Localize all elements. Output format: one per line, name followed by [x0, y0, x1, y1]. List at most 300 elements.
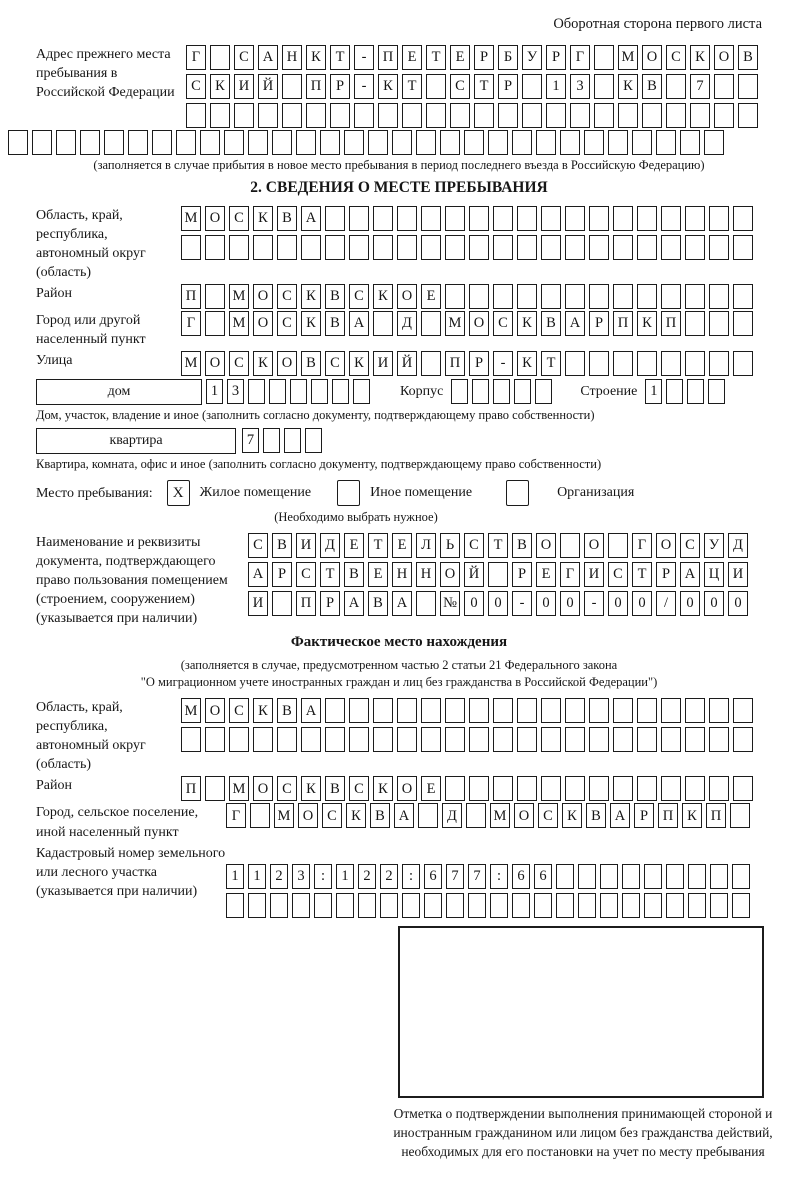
previous-address-label: Адрес прежнего места пребывания в Российской Федерации [36, 47, 175, 101]
cell-row [248, 533, 748, 558]
char-cell [421, 698, 441, 723]
char-cell: 6 [534, 864, 552, 889]
char-cell [565, 284, 585, 309]
char-cell [666, 864, 684, 889]
char-cell [709, 698, 729, 723]
char-cell: С [538, 803, 558, 828]
char-cell: К [301, 776, 321, 801]
char-cell: О [205, 698, 225, 723]
char-cell [421, 727, 441, 752]
char-cell: А [301, 206, 321, 231]
char-cell: У [522, 45, 542, 70]
char-cell: О [205, 206, 225, 231]
char-cell [688, 864, 706, 889]
char-cell [589, 351, 609, 376]
char-cell [608, 533, 628, 558]
char-cell: К [373, 284, 393, 309]
district-label: Район [36, 286, 72, 302]
char-cell [738, 74, 758, 99]
char-cell [272, 130, 292, 155]
char-cell [258, 103, 278, 128]
char-cell [642, 103, 662, 128]
char-cell [282, 74, 302, 99]
char-cell: А [248, 562, 268, 587]
char-cell [325, 235, 345, 260]
char-cell [594, 45, 614, 70]
char-cell [613, 206, 633, 231]
actual-district-label: Район [36, 778, 72, 794]
char-cell [263, 428, 280, 453]
char-cell: П [378, 45, 398, 70]
house-box: дом [36, 379, 202, 405]
field-house [36, 379, 762, 405]
char-cell: Б [498, 45, 518, 70]
char-cell [397, 698, 417, 723]
char-cell: Г [226, 803, 246, 828]
char-cell [512, 893, 530, 918]
char-cell: К [253, 206, 273, 231]
char-cell: О [253, 311, 273, 336]
char-cell [320, 130, 340, 155]
char-cell [690, 103, 710, 128]
char-cell: 0 [608, 591, 628, 616]
char-cell: П [706, 803, 726, 828]
actual-location-note-2: "О миграционном учете иностранных граждан и лиц без гражданства в Российской Федерации") [140, 675, 658, 690]
char-cell: Т [330, 45, 350, 70]
char-cell: Р [474, 45, 494, 70]
char-cell [205, 235, 225, 260]
cell-row [248, 591, 748, 616]
char-cell: И [234, 74, 254, 99]
char-cell [416, 591, 436, 616]
char-cell [277, 235, 297, 260]
char-cell [373, 698, 393, 723]
char-cell [622, 893, 640, 918]
char-cell [594, 74, 614, 99]
char-cell [498, 103, 518, 128]
char-cell: В [277, 206, 297, 231]
char-cell [416, 130, 436, 155]
char-cell [613, 235, 633, 260]
char-cell: С [296, 562, 316, 587]
char-cell: С [349, 284, 369, 309]
char-cell: О [397, 284, 417, 309]
char-cell [517, 698, 537, 723]
char-cell [397, 727, 417, 752]
char-cell: М [229, 311, 249, 336]
char-cell: М [181, 351, 201, 376]
section2-title: 2. СВЕДЕНИЯ О МЕСТЕ ПРЕБЫВАНИЯ [250, 179, 548, 196]
char-cell [661, 727, 681, 752]
char-cell: В [344, 562, 364, 587]
char-cell: Т [426, 45, 446, 70]
char-cell [282, 103, 302, 128]
char-cell [565, 698, 585, 723]
char-cell [296, 130, 316, 155]
char-cell: Е [402, 45, 422, 70]
char-cell [466, 803, 486, 828]
char-cell [565, 727, 585, 752]
char-cell [534, 893, 552, 918]
char-cell [661, 235, 681, 260]
char-cell: Т [402, 74, 422, 99]
char-cell: Ц [704, 562, 724, 587]
char-cell [210, 45, 230, 70]
field-actual-region [36, 698, 762, 774]
char-cell [186, 103, 206, 128]
char-cell [32, 130, 52, 155]
char-cell: - [584, 591, 604, 616]
char-cell: 0 [728, 591, 748, 616]
char-cell [205, 284, 225, 309]
char-cell: В [325, 776, 345, 801]
char-cell: А [680, 562, 700, 587]
char-cell: Р [589, 311, 609, 336]
char-cell: С [322, 803, 342, 828]
char-cell: С [680, 533, 700, 558]
char-cell: П [296, 591, 316, 616]
char-cell [613, 727, 633, 752]
city-label: Город или другой населенный пункт [36, 313, 146, 348]
char-cell [613, 351, 633, 376]
char-cell [637, 206, 657, 231]
char-cell: М [181, 698, 201, 723]
char-cell [709, 206, 729, 231]
char-cell [732, 893, 750, 918]
char-cell [493, 235, 513, 260]
char-cell [666, 893, 684, 918]
char-cell: С [450, 74, 470, 99]
char-cell: 2 [380, 864, 398, 889]
char-cell [613, 284, 633, 309]
char-cell [493, 698, 513, 723]
char-cell: И [728, 562, 748, 587]
char-cell [637, 776, 657, 801]
actual-city-label: Город, сельское поселение, иной населенный пункт [36, 805, 199, 840]
char-cell [421, 235, 441, 260]
char-cell [421, 351, 441, 376]
char-cell [613, 698, 633, 723]
char-cell: Й [464, 562, 484, 587]
char-cell [714, 74, 734, 99]
char-cell: К [690, 45, 710, 70]
char-cell: О [277, 351, 297, 376]
char-cell: К [349, 351, 369, 376]
char-cell: К [682, 803, 702, 828]
char-cell [229, 727, 249, 752]
char-cell [445, 206, 465, 231]
char-cell [733, 206, 753, 231]
char-cell: М [445, 311, 465, 336]
char-cell: Е [392, 533, 412, 558]
char-cell [733, 284, 753, 309]
char-cell: К [618, 74, 638, 99]
korpus-cells [451, 379, 552, 404]
confirmation-note: Отметка о подтверждении выполнения принимающей стороной и иностранным гражданином или лицом без гражданства действий, необходимых для его постановки на учет по месту пребывания [393, 1105, 773, 1159]
previous-address-cells [186, 45, 758, 128]
char-cell: Т [474, 74, 494, 99]
char-cell [8, 130, 28, 155]
char-cell: Г [560, 562, 580, 587]
char-cell [661, 284, 681, 309]
field-stay-type [36, 480, 762, 506]
char-cell: 0 [536, 591, 556, 616]
char-cell: Д [728, 533, 748, 558]
char-cell: В [738, 45, 758, 70]
char-cell: К [637, 311, 657, 336]
char-cell [600, 893, 618, 918]
char-cell [336, 893, 354, 918]
char-cell: А [610, 803, 630, 828]
cell-row [226, 803, 750, 828]
char-cell [514, 379, 531, 404]
char-cell [661, 776, 681, 801]
char-cell [306, 103, 326, 128]
char-cell [128, 130, 148, 155]
cell-row [181, 206, 753, 231]
char-cell [373, 727, 393, 752]
char-cell [418, 803, 438, 828]
char-cell: К [301, 284, 321, 309]
char-cell [234, 103, 254, 128]
char-cell: У [704, 533, 724, 558]
char-cell [332, 379, 349, 404]
char-cell: О [298, 803, 318, 828]
char-cell: Н [392, 562, 412, 587]
char-cell: 0 [704, 591, 724, 616]
char-cell: Г [181, 311, 201, 336]
char-cell [661, 698, 681, 723]
char-cell: Е [421, 776, 441, 801]
char-cell: 2 [270, 864, 288, 889]
char-cell: К [301, 311, 321, 336]
char-cell [305, 428, 322, 453]
char-cell: В [370, 803, 390, 828]
char-cell [269, 379, 286, 404]
char-cell [373, 206, 393, 231]
char-cell: С [229, 698, 249, 723]
char-cell: Т [320, 562, 340, 587]
char-cell [311, 379, 328, 404]
char-cell: - [512, 591, 532, 616]
char-cell: П [181, 284, 201, 309]
char-cell: 0 [560, 591, 580, 616]
char-cell: О [584, 533, 604, 558]
char-cell: К [517, 311, 537, 336]
char-cell [445, 727, 465, 752]
char-cell: 3 [292, 864, 310, 889]
char-cell [490, 893, 508, 918]
actual-location-note-1: (заполняется в случае, предусмотренном частью 2 статьи 21 Федерального закона [180, 658, 618, 673]
char-cell [661, 351, 681, 376]
char-cell [666, 74, 686, 99]
char-cell: М [490, 803, 510, 828]
char-cell [546, 103, 566, 128]
char-cell: Й [258, 74, 278, 99]
char-cell: 1 [226, 864, 244, 889]
char-cell: К [346, 803, 366, 828]
char-cell [493, 379, 510, 404]
actual-region-cells [181, 698, 753, 752]
stay-type-label: Место пребывания: [36, 485, 153, 501]
char-cell [301, 235, 321, 260]
char-cell [522, 74, 542, 99]
char-cell: Р [512, 562, 532, 587]
apartment-cells [242, 428, 322, 453]
char-cell [570, 103, 590, 128]
char-cell: П [306, 74, 326, 99]
char-cell: - [354, 74, 374, 99]
char-cell: 2 [358, 864, 376, 889]
char-cell: - [354, 45, 374, 70]
char-cell [622, 864, 640, 889]
char-cell: 0 [488, 591, 508, 616]
char-cell: 7 [690, 74, 710, 99]
char-cell [637, 351, 657, 376]
char-cell [80, 130, 100, 155]
char-cell [314, 893, 332, 918]
char-cell: А [258, 45, 278, 70]
char-cell: В [642, 74, 662, 99]
char-cell: О [397, 776, 417, 801]
char-cell: 6 [424, 864, 442, 889]
char-cell [644, 893, 662, 918]
document-cells [248, 533, 748, 616]
char-cell [353, 379, 370, 404]
char-cell: М [229, 284, 249, 309]
char-cell [373, 235, 393, 260]
char-cell [708, 379, 725, 404]
page-side-title: Оборотная сторона первого листа [553, 16, 762, 32]
char-cell [730, 803, 750, 828]
char-cell [709, 284, 729, 309]
char-cell: О [714, 45, 734, 70]
char-cell: Е [368, 562, 388, 587]
char-cell [685, 206, 705, 231]
char-cell: Е [450, 45, 470, 70]
char-cell [469, 776, 489, 801]
stroenie-label: Строение [580, 384, 638, 400]
char-cell [565, 206, 585, 231]
char-cell [325, 698, 345, 723]
char-cell: Р [634, 803, 654, 828]
char-cell [469, 235, 489, 260]
char-cell [733, 235, 753, 260]
char-cell: Н [416, 562, 436, 587]
char-cell: И [373, 351, 393, 376]
char-cell: 7 [242, 428, 259, 453]
char-cell: 1 [248, 864, 266, 889]
char-cell [378, 103, 398, 128]
char-cell [469, 727, 489, 752]
char-cell: № [440, 591, 460, 616]
char-cell: С [493, 311, 513, 336]
char-cell [402, 103, 422, 128]
option-other-premises-label: Иное помещение [370, 485, 473, 501]
char-cell: О [440, 562, 460, 587]
char-cell [541, 698, 561, 723]
char-cell [666, 103, 686, 128]
checkbox-residential: X [167, 480, 190, 506]
char-cell: 0 [632, 591, 652, 616]
char-cell [710, 864, 728, 889]
char-cell [578, 864, 596, 889]
char-cell [512, 130, 532, 155]
char-cell: Р [498, 74, 518, 99]
char-cell: Л [416, 533, 436, 558]
char-cell [517, 235, 537, 260]
char-cell [488, 130, 508, 155]
char-cell: Ь [440, 533, 460, 558]
char-cell [556, 864, 574, 889]
char-cell [685, 284, 705, 309]
char-cell [565, 776, 585, 801]
cell-row [181, 235, 753, 260]
option-residential-label: Жилое помещение [199, 485, 312, 501]
char-cell [637, 284, 657, 309]
char-cell [354, 103, 374, 128]
char-cell [248, 130, 268, 155]
char-cell [541, 206, 561, 231]
char-cell [714, 103, 734, 128]
house-note: Дом, участок, владение и иное (заполнить согласно документу, подтверждающему право собственности) [36, 408, 595, 423]
cell-row [248, 562, 748, 587]
char-cell: Р [320, 591, 340, 616]
previous-address-note: (заполняется в случае прибытия в новое место пребывания в период последнего въезда в Российскую Федерацию) [93, 158, 705, 172]
cadastral-cells [226, 844, 750, 918]
char-cell [474, 103, 494, 128]
char-cell: Д [442, 803, 462, 828]
char-cell [380, 893, 398, 918]
char-cell: С [277, 284, 297, 309]
char-cell: Й [397, 351, 417, 376]
char-cell: С [666, 45, 686, 70]
char-cell [446, 893, 464, 918]
char-cell: Р [656, 562, 676, 587]
field-document [36, 533, 762, 628]
char-cell: С [608, 562, 628, 587]
cell-row [226, 893, 750, 918]
char-cell [685, 727, 705, 752]
char-cell [181, 235, 201, 260]
char-cell [709, 776, 729, 801]
char-cell: 7 [468, 864, 486, 889]
char-cell [210, 103, 230, 128]
char-cell [733, 351, 753, 376]
char-cell: К [373, 776, 393, 801]
char-cell: К [210, 74, 230, 99]
char-cell [349, 235, 369, 260]
char-cell: Е [421, 284, 441, 309]
char-cell [181, 727, 201, 752]
field-city [36, 311, 762, 349]
char-cell [270, 893, 288, 918]
char-cell [517, 727, 537, 752]
char-cell: Е [344, 533, 364, 558]
char-cell [205, 727, 225, 752]
char-cell [272, 591, 292, 616]
char-cell: В [272, 533, 292, 558]
char-cell: М [229, 776, 249, 801]
char-cell: - [493, 351, 513, 376]
region-label: Область, край, республика, автономный округ (область) [36, 208, 146, 281]
char-cell [589, 284, 609, 309]
char-cell [685, 698, 705, 723]
char-cell [469, 284, 489, 309]
char-cell: О [205, 351, 225, 376]
stroenie-cells [645, 379, 725, 404]
char-cell [704, 130, 724, 155]
